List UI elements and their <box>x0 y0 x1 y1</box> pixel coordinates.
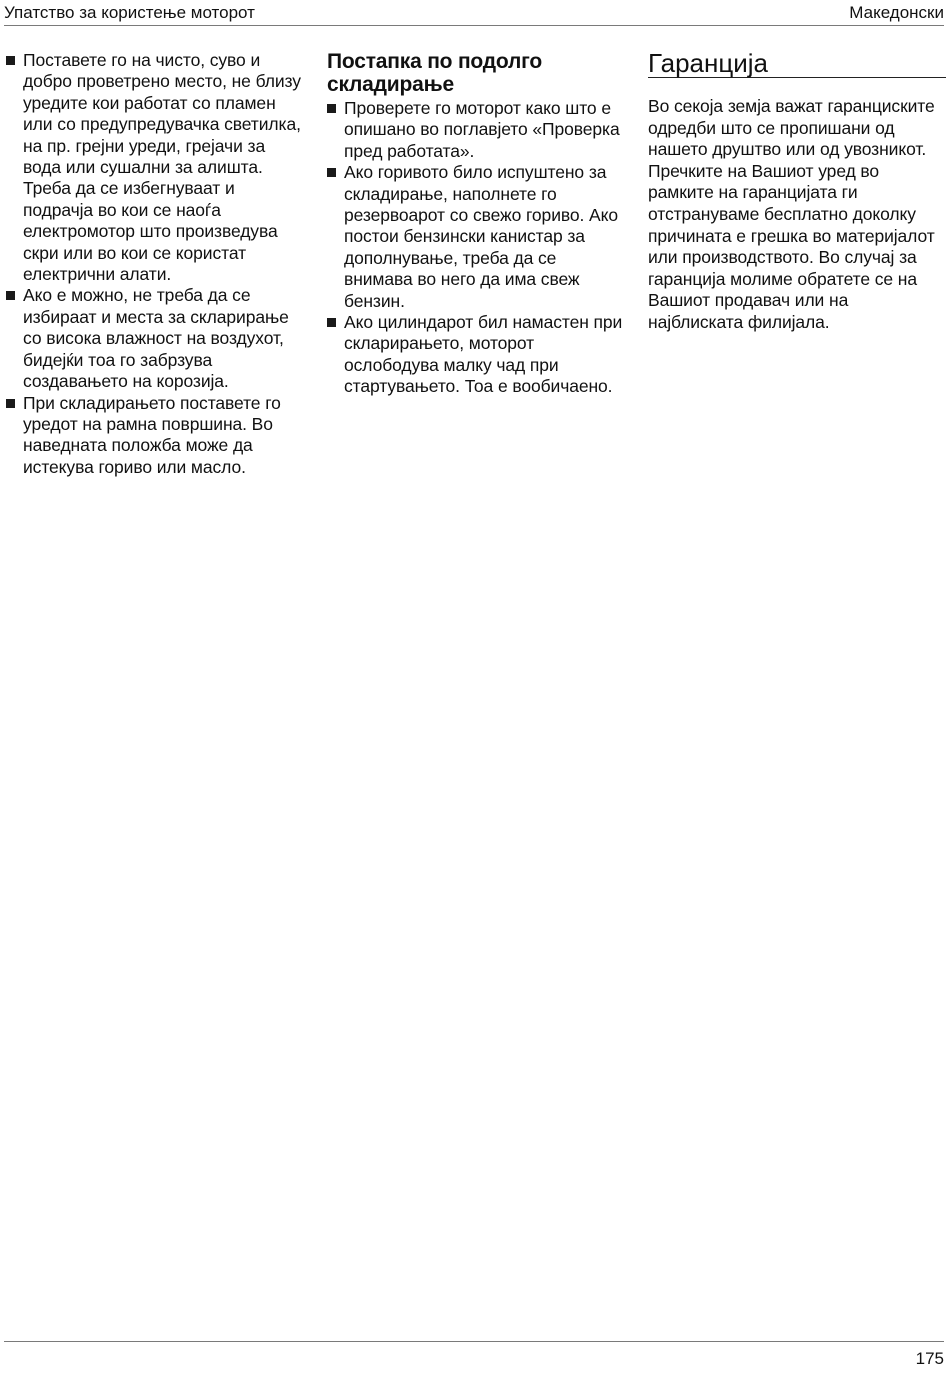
bullet-list <box>327 98 627 398</box>
list-item-text: Ако горивото било испуштено за складирање, наполнете го резервоарот со свежо гориво. Ако постои бензински канистар за дополнување, треба да се внимава во него да има свеж бензин. <box>344 162 618 311</box>
list-item <box>6 285 304 392</box>
square-bullet-icon <box>327 104 336 113</box>
list-item-text: Проверете го моторот како што е опишано во поглавјето «Проверка пред работата». <box>344 98 620 161</box>
section-title: Гаранција <box>648 50 946 78</box>
page-header <box>4 0 944 26</box>
column-after-storage <box>327 50 627 398</box>
list-item-text: При складирањето поставете го уредот на рамна површина. Во наведната положба може да истекува гориво или масло. <box>23 392 281 477</box>
document-title: Упатство за користење моторот <box>4 3 255 22</box>
square-bullet-icon <box>6 56 15 65</box>
bullet-list <box>6 50 304 478</box>
list-item-text: Поставете го на чисто, суво и добро проветрено место, не близу уредите кои работат со пламен или со предупредувачка светилка, на пр. грејни уреди, грејачи за вода или сушални за алишта. Треба да се избегнуваат и подрачја во кои се наоѓа електромотор што произведува скри или во кои се користат електрични алати. <box>23 50 301 285</box>
list-item <box>6 50 304 285</box>
list-item <box>327 162 627 312</box>
list-item-text: Ако е можно, не треба да се избираат и места за скларирање со висока влажност на воздухот, бидејќи тоа го забрзува создавањето на корозија. <box>23 285 289 392</box>
list-item <box>327 98 627 162</box>
language-label: Македонски <box>849 3 944 22</box>
list-item <box>6 393 304 479</box>
square-bullet-icon <box>327 168 336 177</box>
square-bullet-icon <box>6 399 15 408</box>
warranty-paragraph: Во секоја земја важат гаранциските одредби што се пропишани од нашето друштво или од увозникот. Пречките на Вашиот уред во рамките на гаранцијата ги отстрануваме бесплатно доколку причината е грешка во материјалот или производството. Во случај за гаранција молиме обратете се на Вашиот продавач или на најблиската филијала. <box>648 96 935 332</box>
page-number: 175 <box>915 1349 944 1368</box>
footer-divider <box>4 1341 944 1342</box>
column-warranty <box>648 50 946 334</box>
list-item <box>327 312 627 398</box>
square-bullet-icon <box>6 291 15 300</box>
column-storage-placement <box>6 50 304 478</box>
list-item-text: Ако цилиндарот бил намастен при скларирањето, моторот ослободува малку чад при стартувањето. Тоа е вообичаено. <box>344 312 623 397</box>
square-bullet-icon <box>327 318 336 327</box>
section-heading: Постапка по подолго складирање <box>327 50 543 96</box>
